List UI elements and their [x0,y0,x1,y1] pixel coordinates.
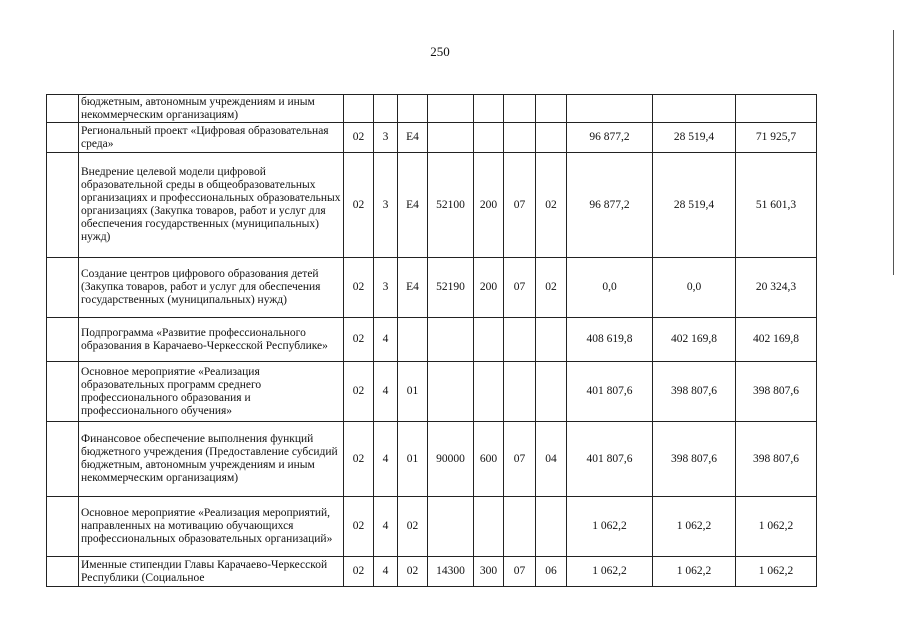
code-pr-cell: 04 [536,422,567,497]
description-cell: Создание центров цифрового образования детей (Закупка товаров, работ и услуг для обеспечения государственных (муниципальных) нужд) [79,258,344,318]
code-direction-cell: 90000 [428,422,474,497]
description-cell: Региональный проект «Цифровая образовательная среда» [79,123,344,153]
code-om-cell: Е4 [398,153,428,258]
amount-year3-cell: 71 925,7 [736,123,817,153]
code-om-cell: 01 [398,422,428,497]
code-pp-cell: 4 [374,318,398,362]
code-pp-cell [374,95,398,123]
code-rz-cell [504,497,536,557]
code-vr-cell: 200 [474,258,504,318]
code-gp-cell: 02 [344,318,374,362]
description-cell: Внедрение целевой модели цифровой образовательной среды в общеобразовательных организациях и профессиональных образовательных организациях (Закупка товаров, работ и услуг для обеспечения государственных (муниципальных) нужд) [79,153,344,258]
row-number-cell [47,318,79,362]
table-row [47,153,817,258]
amount-year1-cell: 96 877,2 [567,123,653,153]
code-pp-cell: 3 [374,123,398,153]
amount-year2-cell: 1 062,2 [653,557,736,587]
amount-year3-cell: 51 601,3 [736,153,817,258]
code-rz-cell [504,123,536,153]
description-cell: Основное мероприятие «Реализация образовательных программ среднего профессионального образования и профессионального обучения» [79,362,344,422]
table-row [47,557,817,587]
code-pr-cell: 06 [536,557,567,587]
row-number-cell [47,497,79,557]
code-rz-cell: 07 [504,557,536,587]
amount-year1-cell: 401 807,6 [567,362,653,422]
code-pr-cell [536,95,567,123]
amount-year1-cell: 96 877,2 [567,153,653,258]
code-direction-cell [428,95,474,123]
table-row [47,497,817,557]
row-number-cell [47,422,79,497]
table-row [47,123,817,153]
code-direction-cell [428,497,474,557]
code-om-cell: Е4 [398,123,428,153]
code-vr-cell: 600 [474,422,504,497]
code-rz-cell: 07 [504,422,536,497]
amount-year3-cell: 1 062,2 [736,557,817,587]
code-pr-cell [536,497,567,557]
code-vr-cell [474,318,504,362]
amount-year1-cell: 1 062,2 [567,557,653,587]
amount-year2-cell: 28 519,4 [653,153,736,258]
amount-year3-cell: 402 169,8 [736,318,817,362]
row-number-cell [47,362,79,422]
row-number-cell [47,123,79,153]
code-gp-cell: 02 [344,258,374,318]
code-rz-cell: 07 [504,258,536,318]
code-direction-cell: 52100 [428,153,474,258]
row-number-cell [47,95,79,123]
code-vr-cell: 200 [474,153,504,258]
amount-year3-cell [736,95,817,123]
row-number-cell [47,258,79,318]
code-pr-cell [536,123,567,153]
code-pp-cell: 4 [374,557,398,587]
code-direction-cell: 14300 [428,557,474,587]
scan-edge-line [893,30,894,275]
amount-year2-cell: 402 169,8 [653,318,736,362]
description-cell: Именные стипендии Главы Карачаево-Черкесской Республики (Социальное [79,557,344,587]
table-row [47,258,817,318]
table-row [47,362,817,422]
description-cell: бюджетным, автономным учреждениям и иным некоммерческим организациям) [79,95,344,123]
code-gp-cell: 02 [344,497,374,557]
code-pr-cell [536,318,567,362]
amount-year3-cell: 398 807,6 [736,362,817,422]
budget-table [46,94,817,587]
code-vr-cell [474,497,504,557]
amount-year1-cell: 401 807,6 [567,422,653,497]
code-direction-cell [428,362,474,422]
amount-year1-cell: 1 062,2 [567,497,653,557]
row-number-cell [47,153,79,258]
code-om-cell: 02 [398,497,428,557]
code-om-cell [398,95,428,123]
amount-year2-cell: 398 807,6 [653,422,736,497]
table-body [47,95,817,587]
code-gp-cell: 02 [344,153,374,258]
amount-year2-cell: 0,0 [653,258,736,318]
description-cell: Основное мероприятие «Реализация мероприятий, направленных на мотивацию обучающихся профессиональных образовательных организаций» [79,497,344,557]
amount-year1-cell [567,95,653,123]
code-direction-cell [428,123,474,153]
code-gp-cell: 02 [344,362,374,422]
amount-year1-cell: 0,0 [567,258,653,318]
code-direction-cell [428,318,474,362]
amount-year3-cell: 1 062,2 [736,497,817,557]
code-gp-cell: 02 [344,123,374,153]
code-pr-cell: 02 [536,153,567,258]
code-rz-cell [504,362,536,422]
amount-year1-cell: 408 619,8 [567,318,653,362]
table-row [47,318,817,362]
code-om-cell: 01 [398,362,428,422]
code-vr-cell: 300 [474,557,504,587]
code-pr-cell [536,362,567,422]
amount-year2-cell: 398 807,6 [653,362,736,422]
amount-year2-cell: 28 519,4 [653,123,736,153]
description-cell: Подпрограмма «Развитие профессионального образования в Карачаево-Черкесской Республике» [79,318,344,362]
code-gp-cell: 02 [344,557,374,587]
code-gp-cell: 02 [344,422,374,497]
code-om-cell: 02 [398,557,428,587]
page-number: 250 [430,44,450,59]
code-rz-cell: 07 [504,153,536,258]
code-pp-cell: 4 [374,422,398,497]
code-pp-cell: 4 [374,497,398,557]
code-rz-cell [504,95,536,123]
row-number-cell [47,557,79,587]
code-pp-cell: 3 [374,258,398,318]
code-direction-cell: 52190 [428,258,474,318]
code-rz-cell [504,318,536,362]
code-vr-cell [474,362,504,422]
code-om-cell: Е4 [398,258,428,318]
table-row [47,95,817,123]
table-row [47,422,817,497]
code-pp-cell: 4 [374,362,398,422]
code-gp-cell [344,95,374,123]
amount-year3-cell: 398 807,6 [736,422,817,497]
code-om-cell [398,318,428,362]
code-vr-cell [474,95,504,123]
code-vr-cell [474,123,504,153]
description-cell: Финансовое обеспечение выполнения функций бюджетного учреждения (Предоставление субсидий бюджетным, автономным учреждениям и иным некоммерческим организациям) [79,422,344,497]
amount-year3-cell: 20 324,3 [736,258,817,318]
code-pr-cell: 02 [536,258,567,318]
code-pp-cell: 3 [374,153,398,258]
amount-year2-cell: 1 062,2 [653,497,736,557]
amount-year2-cell [653,95,736,123]
